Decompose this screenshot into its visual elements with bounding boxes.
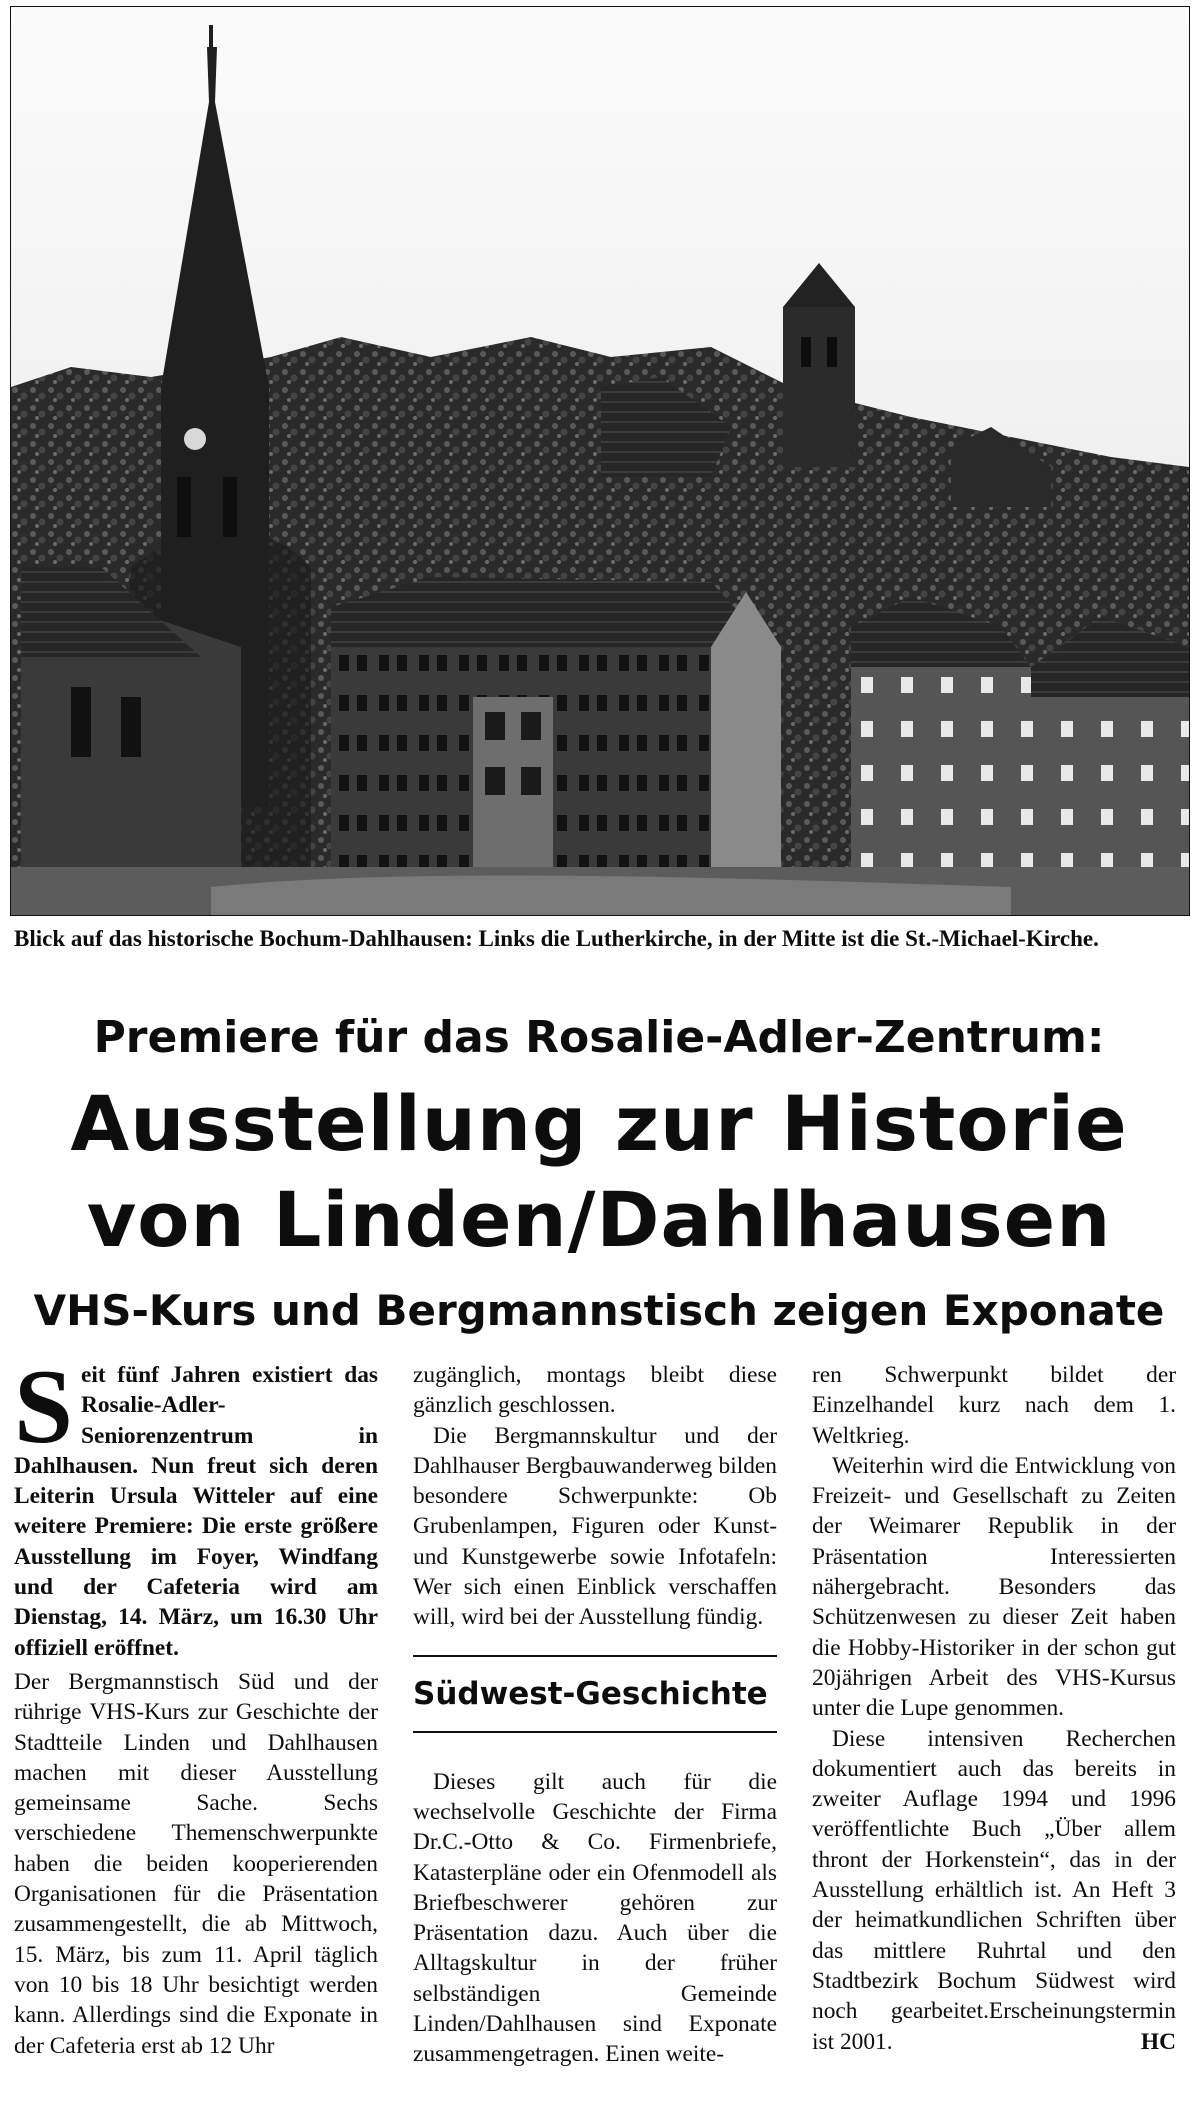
author-signature: HC (1140, 2028, 1176, 2055)
body-paragraph-3-continued: ren Schwerpunkt bildet der Einzelhandel kurz nach dem 1. Weltkrieg. (812, 1362, 1176, 1449)
article-column-1 (14, 1348, 378, 2061)
article-column-3 (812, 1360, 1176, 2057)
lead-text: eit fünf Jahren existiert das Rosalie-Adler-Seniorenzentrum in Dahlhausen. Nun freut sich deren Leiterin Ursula Witteler auf eine weitere Premiere: Die erste größere Ausstellung im Foyer, Windfang und der Cafeteria wird am Dienstag, 14. März, um 16.30 Uhr offiziell eröffnet. (14, 1362, 378, 1661)
headline-main-line-1: Ausstellung zur Historie (70, 1079, 1128, 1168)
headline-main-line-2: von Linden/Dahlhausen (86, 1175, 1112, 1264)
lead-paragraph (14, 1348, 378, 1663)
headline-kicker: Premiere für das Rosalie-Adler-Zentrum: (93, 1012, 1105, 1063)
body-paragraph-4: Weiterhin wird die Entwicklung von Freizeit- und Gesellschaft zu Zeiten der Weimarer Republik in der Präsentation Interessierten nähergebracht. Besonders das Schützenwesen zu dieser Zeit haben die Hobby-Historiker in der schon gut 20jährigen Arbeit des VHS-Kursus unter die Lupe genommen. (812, 1452, 1176, 1722)
body-paragraph-1: Der Bergmannstisch Süd und der rührige VHS-Kurs zur Geschichte der Stadtteile Linden und Dahlhausen machen mit dieser Ausstellung gemeinsame Sache. Sechs verschiedene Themenschwerpunkte haben die beiden kooperierenden Organisationen für die Präsentation zusammengestellt, die ab Mittwoch, 15. März, bis zum 11. April täglich von 10 bis 18 Uhr besichtigt werden kann. Allerdings sind die Exponate in der Cafeteria erst ab 12 Uhr (14, 1668, 378, 2059)
subhead-rule-bottom (413, 1731, 777, 1733)
drop-cap: S (14, 1348, 73, 1465)
church-photo-illustration (11, 7, 1189, 915)
body-paragraph-5-text: Diese intensiven Recherchen dokumentiert auch das bereits in zweiter Auflage 1994 und 1996 veröffentlichte Buch „Über allem thront der Horkenstein“, das in der Ausstellung erhältlich ist. An Heft 3 der heimatkundlichen Schriften über das mittlere Ruhrtal und den Stadtbezirk Bochum Südwest wird noch gearbeitet.Erscheinungstermin ist 2001. (812, 1725, 1176, 2055)
subheading: Südwest-Geschichte (413, 1675, 768, 1712)
body-paragraph-3: Dieses gilt auch für die wechselvolle Geschichte der Firma Dr.C.-Otto & Co. Firmenbriefe, Katasterpläne oder ein Ofenmodell als Briefbeschwerer gehören zur Präsentation dazu. Auch über die Alltagskultur in der früher selbständigen Gemeinde Linden/Dahlhausen sind Exponate zusammengetragen. Einen weite- (413, 1768, 777, 2068)
article-photo (10, 6, 1190, 916)
subhead-rule-top (413, 1655, 777, 1657)
body-paragraph-2: Die Bergmannskultur und der Dahlhauser Bergbauwanderweg bilden besondere Schwerpunkte: Ob Grubenlampen, Figuren oder Kunst- und Kunstgewerbe sowie Infotafeln: Wer sich einen Einblick verschaffen will, wird bei der Ausstellung fündig. (413, 1422, 777, 1631)
photo-caption: Blick auf das historische Bochum-Dahlhausen: Links die Lutherkirche, in der Mitte ist die St.-Michael-Kirche. (14, 926, 1099, 951)
body-paragraph-1-continued: zugänglich, montags bleibt diese gänzlich geschlossen. (413, 1362, 777, 1419)
body-paragraph-5 (812, 1724, 1176, 2057)
article-column-2 (413, 1360, 777, 2070)
headline-deck: VHS-Kurs und Bergmannstisch zeigen Exponate (33, 1286, 1165, 1335)
